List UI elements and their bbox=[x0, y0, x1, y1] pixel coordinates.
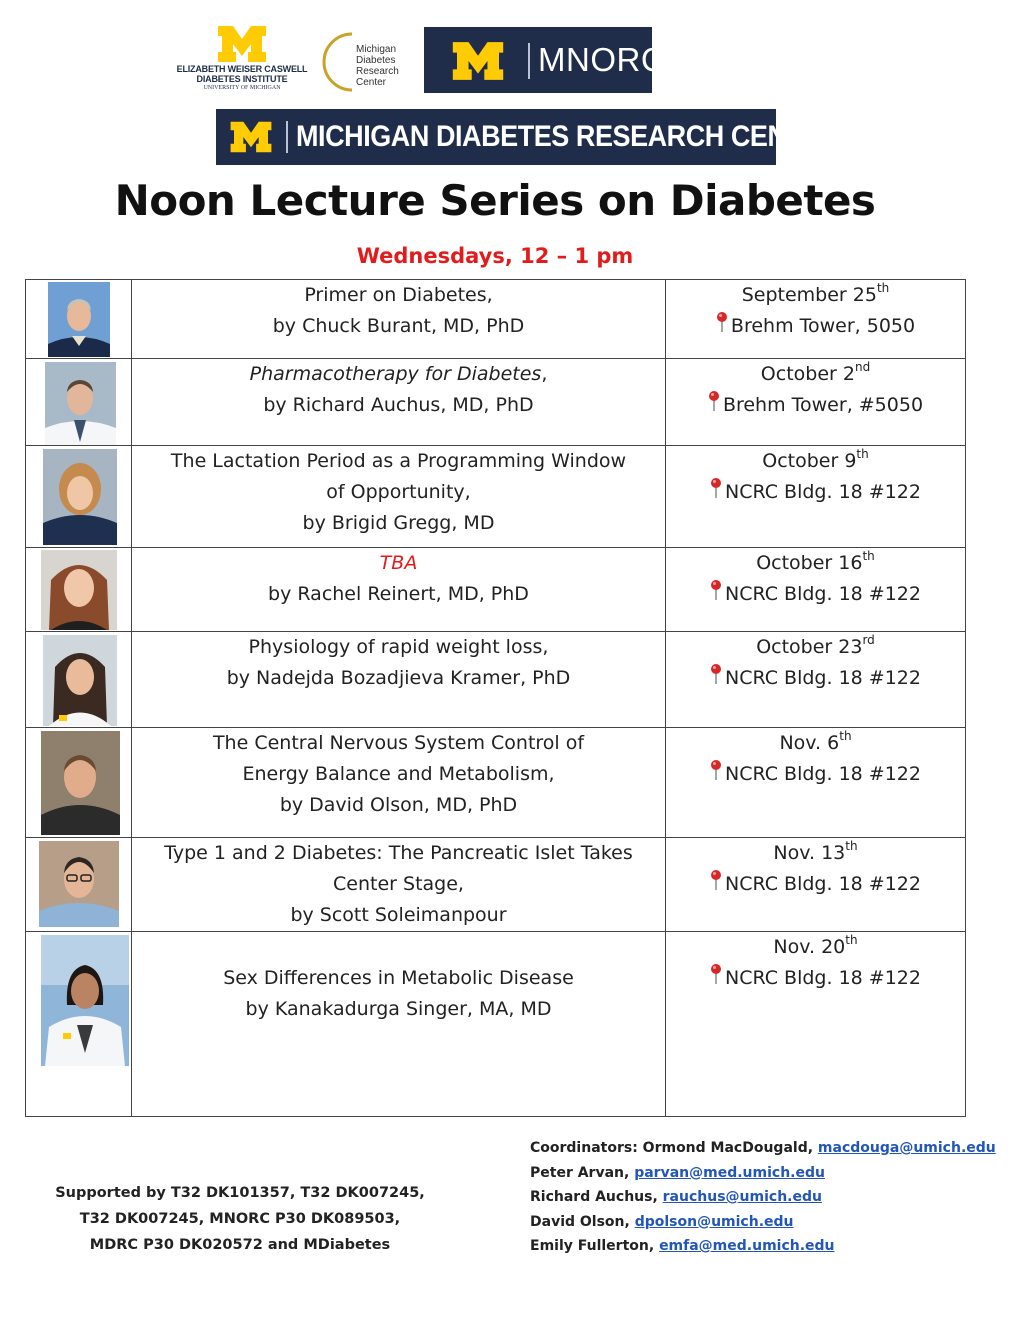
coordinator-email-link[interactable]: dpolson@umich.edu bbox=[634, 1213, 794, 1230]
coordinator-row bbox=[530, 1185, 1010, 1210]
lecture-speaker: by Scott Soleimanpour bbox=[290, 904, 507, 926]
speaker-photo-cell bbox=[26, 838, 132, 932]
mdrc-small-line-1: Michigan bbox=[356, 44, 397, 55]
mdrc-small-logo bbox=[322, 30, 414, 94]
lecture-topic: Type 1 and 2 Diabetes: The Pancreatic Islet Takes bbox=[164, 842, 633, 864]
map-pin-icon bbox=[710, 477, 722, 499]
lecture-date-suffix: rd bbox=[862, 633, 875, 647]
lecture-speaker: by Chuck Burant, MD, PhD bbox=[272, 315, 525, 337]
lecture-topic: Center Stage, bbox=[333, 873, 464, 895]
speaker-photo bbox=[43, 449, 117, 545]
lecture-date-text: October 23 bbox=[756, 636, 863, 658]
speaker-photo bbox=[43, 635, 117, 726]
lecture-topic-cell bbox=[132, 548, 666, 632]
lecture-topic-italic: Pharmacotherapy for Diabetes bbox=[249, 363, 542, 385]
map-pin-icon bbox=[710, 869, 722, 891]
lecture-topic-cell bbox=[132, 359, 666, 446]
lecture-date bbox=[670, 838, 961, 869]
coordinator-email-link[interactable]: emfa@med.umich.edu bbox=[659, 1238, 835, 1254]
lecture-when-cell bbox=[666, 838, 966, 932]
lecture-date-suffix: th bbox=[876, 281, 890, 295]
lecture-row bbox=[26, 548, 966, 632]
lecture-topic-tba: TBA bbox=[379, 552, 418, 574]
lecture-row bbox=[26, 632, 966, 728]
funding-line-2: T32 DK007245, MNORC P30 DK089503, bbox=[79, 1211, 401, 1227]
mnorc-name: MNORC bbox=[538, 41, 666, 78]
lecture-date-suffix: th bbox=[856, 447, 869, 461]
lecture-when-cell bbox=[666, 932, 966, 1117]
mnorc-logo bbox=[424, 27, 666, 93]
lecture-row bbox=[26, 728, 966, 838]
lecture-date-text: Nov. 6 bbox=[779, 732, 840, 754]
lecture-topic-cell bbox=[132, 932, 666, 1117]
lecture-location bbox=[670, 390, 961, 421]
coordinator-name: Richard Auchus, bbox=[530, 1189, 658, 1205]
lecture-speaker: by Rachel Reinert, MD, PhD bbox=[268, 583, 529, 605]
lecture-topic-cell bbox=[132, 632, 666, 728]
coordinator-row bbox=[530, 1161, 1010, 1186]
lecture-location-text: NCRC Bldg. 18 #122 bbox=[725, 481, 921, 503]
lecture-location bbox=[670, 477, 961, 508]
mdrc-small-line-3: Research bbox=[356, 66, 399, 77]
lecture-speaker: by Richard Auchus, MD, PhD bbox=[263, 394, 534, 416]
lecture-when-cell bbox=[666, 446, 966, 548]
speaker-photo-cell bbox=[26, 280, 132, 359]
lecture-location-text: NCRC Bldg. 18 #122 bbox=[725, 967, 921, 989]
lecture-location-text: Brehm Tower, 5050 bbox=[730, 315, 916, 337]
mdrc-small-line-4: Center bbox=[356, 77, 387, 88]
coordinator-row bbox=[530, 1136, 1010, 1161]
lecture-row bbox=[26, 280, 966, 359]
lecture-topic: Sex Differences in Metabolic Disease bbox=[223, 967, 574, 989]
page-title: Noon Lecture Series on Diabetes bbox=[114, 176, 876, 225]
lecture-location bbox=[670, 311, 961, 342]
speaker-photo bbox=[48, 282, 110, 357]
speaker-photo bbox=[41, 935, 129, 1066]
speaker-photo bbox=[39, 841, 119, 927]
lecture-topic-cell bbox=[132, 728, 666, 838]
lecture-speaker: by Brigid Gregg, MD bbox=[302, 512, 495, 534]
map-pin-icon bbox=[708, 390, 720, 412]
map-pin-icon bbox=[710, 759, 722, 781]
map-pin-icon bbox=[710, 663, 722, 685]
coordinator-row bbox=[530, 1234, 1010, 1259]
lecture-when-cell bbox=[666, 548, 966, 632]
lecture-topic bbox=[138, 359, 659, 390]
funding-line-1: Supported by T32 DK101357, T32 DK007245, bbox=[55, 1185, 425, 1201]
lecture-location-text: NCRC Bldg. 18 #122 bbox=[725, 763, 921, 785]
lecture-row bbox=[26, 932, 966, 1117]
mdrc-banner bbox=[216, 109, 840, 165]
banner-name: MICHIGAN DIABETES RESEARCH CENTER bbox=[296, 120, 840, 153]
map-pin-icon bbox=[710, 963, 722, 985]
lecture-date bbox=[670, 280, 961, 311]
speaker-photo bbox=[41, 731, 120, 835]
lecture-location bbox=[670, 759, 961, 790]
lecture-when-cell bbox=[666, 632, 966, 728]
lecture-location bbox=[670, 963, 961, 994]
funding-line-3: MDRC P30 DK020572 and MDiabetes bbox=[89, 1237, 391, 1253]
lecture-row bbox=[26, 446, 966, 548]
lecture-date bbox=[670, 632, 961, 663]
coordinator-name: David Olson, bbox=[530, 1213, 630, 1230]
lecture-date-text: September 25 bbox=[741, 284, 877, 306]
lecture-topic-cell bbox=[132, 280, 666, 359]
lecture-date bbox=[670, 728, 961, 759]
lecture-location bbox=[670, 869, 961, 900]
speaker-photo bbox=[41, 550, 117, 630]
lecture-location-text: NCRC Bldg. 18 #122 bbox=[725, 667, 921, 689]
coordinator-row bbox=[530, 1210, 1010, 1235]
lecture-speaker: by Nadejda Bozadjieva Kramer, PhD bbox=[226, 667, 571, 689]
block-m-icon bbox=[224, 120, 278, 154]
lecture-topic: Energy Balance and Metabolism, bbox=[242, 763, 555, 785]
page-subtitle: Wednesdays, 12 – 1 pm bbox=[356, 244, 634, 268]
lecture-date-text: October 2 bbox=[760, 363, 855, 385]
lecture-topic-cell bbox=[132, 446, 666, 548]
coordinators-label: Coordinators: bbox=[530, 1140, 638, 1156]
lecture-location bbox=[670, 663, 961, 694]
speaker-photo-cell bbox=[26, 359, 132, 446]
lecture-topic: The Central Nervous System Control of bbox=[212, 732, 585, 754]
eweri-logo bbox=[172, 24, 312, 98]
lecture-speaker: by David Olson, MD, PhD bbox=[279, 794, 518, 816]
coordinator-email-link[interactable]: parvan@med.umich.edu bbox=[634, 1164, 825, 1181]
speaker-photo-cell bbox=[26, 932, 132, 1117]
lecture-topic: The Lactation Period as a Programming Window bbox=[170, 450, 627, 472]
mdrc-small-line-2: Diabetes bbox=[356, 55, 396, 66]
coordinator-name: Peter Arvan, bbox=[530, 1164, 630, 1181]
lecture-row bbox=[26, 838, 966, 932]
mnorc-separator bbox=[528, 43, 530, 79]
funding-support bbox=[40, 1180, 440, 1258]
coordinator-name: Emily Fullerton, bbox=[530, 1238, 655, 1254]
coordinator-email-link[interactable]: macdouga@umich.edu bbox=[817, 1140, 996, 1156]
lecture-topic-tail: , bbox=[541, 363, 548, 385]
eweri-line-3: UNIVERSITY OF MICHIGAN bbox=[203, 85, 281, 91]
map-pin-icon bbox=[710, 579, 722, 601]
eweri-line-2: DIABETES INSTITUTE bbox=[196, 74, 288, 84]
lecture-date bbox=[670, 548, 961, 579]
lecture-date-text: Nov. 20 bbox=[773, 936, 846, 958]
lecture-date bbox=[670, 359, 961, 390]
coordinators bbox=[530, 1136, 1010, 1259]
lecture-date-suffix: th bbox=[839, 729, 852, 743]
block-m-icon bbox=[440, 40, 516, 82]
lecture-date-suffix: nd bbox=[854, 360, 871, 374]
lecture-topic-cell bbox=[132, 838, 666, 932]
lecture-date-text: Nov. 13 bbox=[773, 842, 846, 864]
lecture-when-cell bbox=[666, 280, 966, 359]
lecture-topic: Primer on Diabetes, bbox=[304, 284, 493, 306]
lecture-date bbox=[670, 446, 961, 477]
speaker-photo-cell bbox=[26, 446, 132, 548]
lecture-location bbox=[670, 579, 961, 610]
lecture-location-text: NCRC Bldg. 18 #122 bbox=[725, 873, 921, 895]
lecture-when-cell bbox=[666, 728, 966, 838]
banner-separator bbox=[286, 121, 288, 153]
speaker-photo-cell bbox=[26, 728, 132, 838]
speaker-photo-cell bbox=[26, 548, 132, 632]
lecture-location-text: NCRC Bldg. 18 #122 bbox=[725, 583, 921, 605]
lecture-date-text: October 9 bbox=[762, 450, 857, 472]
lecture-topic: Physiology of rapid weight loss, bbox=[248, 636, 549, 658]
speaker-photo bbox=[45, 362, 116, 445]
lecture-date-suffix: th bbox=[862, 549, 875, 563]
lecture-schedule-table bbox=[25, 279, 966, 1117]
lecture-speaker: by Kanakadurga Singer, MA, MD bbox=[245, 998, 552, 1020]
speaker-photo-cell bbox=[26, 632, 132, 728]
lecture-location-text: Brehm Tower, #5050 bbox=[722, 394, 924, 416]
eweri-line-1: ELIZABETH WEISER CASWELL bbox=[176, 64, 308, 74]
block-m-icon bbox=[216, 24, 268, 64]
map-pin-icon bbox=[716, 311, 728, 333]
lecture-date bbox=[670, 932, 961, 963]
lecture-when-cell bbox=[666, 359, 966, 446]
lecture-date-suffix: th bbox=[845, 933, 858, 947]
lecture-row bbox=[26, 359, 966, 446]
lecture-date-text: October 16 bbox=[756, 552, 863, 574]
coordinator-name: Ormond MacDougald, bbox=[642, 1140, 814, 1156]
coordinator-email-link[interactable]: rauchus@umich.edu bbox=[662, 1189, 822, 1205]
lecture-topic: of Opportunity, bbox=[326, 481, 471, 503]
lecture-date-suffix: th bbox=[845, 839, 858, 853]
